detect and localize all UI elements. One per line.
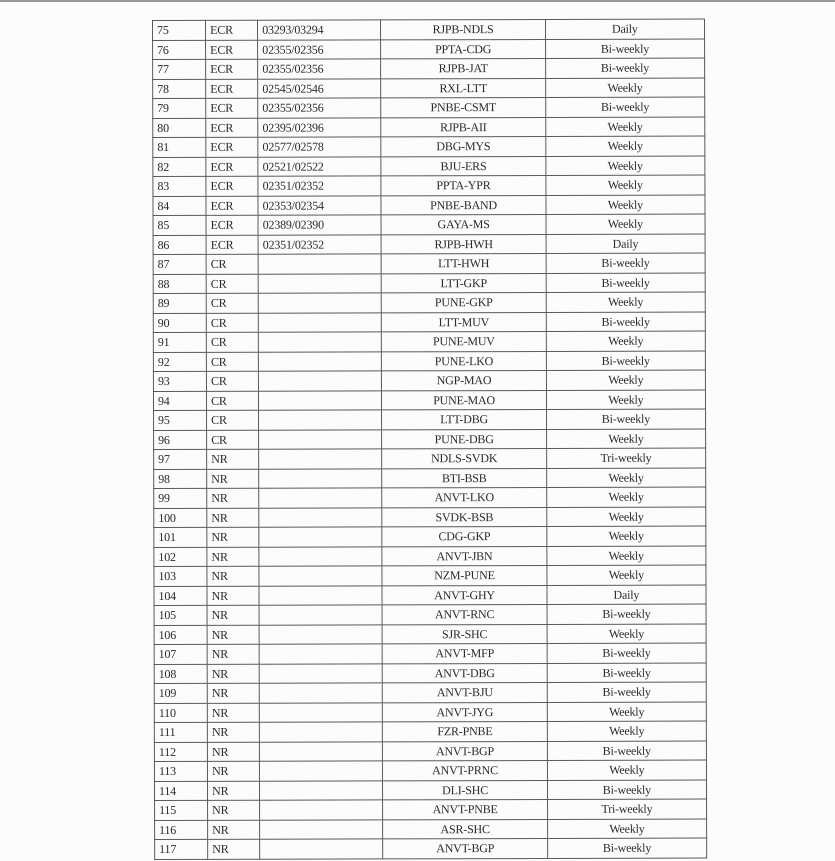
frequency-cell: Daily	[547, 585, 706, 605]
serial-number-cell: 86	[153, 235, 206, 255]
frequency-cell: Weekly	[546, 136, 705, 156]
train-number-cell	[260, 800, 383, 820]
route-cell: ANVT-DBG	[383, 663, 547, 683]
zone-cell: NR	[207, 722, 259, 742]
serial-number-cell: 97	[154, 449, 207, 469]
serial-number-cell: 83	[153, 176, 206, 196]
frequency-cell: Bi-weekly	[547, 780, 706, 800]
table-row	[154, 565, 706, 586]
table-row	[153, 370, 705, 391]
train-number-cell: 02389/02390	[258, 215, 381, 235]
train-number-cell: 02355/02356	[258, 39, 381, 59]
serial-number-cell: 101	[154, 527, 207, 547]
table-row	[154, 487, 706, 508]
zone-cell: NR	[207, 625, 259, 645]
serial-number-cell: 116	[155, 820, 208, 840]
frequency-cell: Weekly	[546, 487, 705, 507]
frequency-cell: Bi-weekly	[547, 604, 706, 624]
serial-number-cell: 112	[154, 742, 207, 762]
frequency-cell: Tri-weekly	[547, 799, 706, 819]
serial-number-cell: 88	[153, 274, 206, 294]
serial-number-cell: 104	[154, 586, 207, 606]
route-cell: RXL-LTT	[381, 78, 545, 98]
zone-cell: NR	[207, 605, 259, 625]
table-row	[153, 390, 705, 411]
serial-number-cell: 111	[154, 722, 207, 742]
zone-cell: CR	[206, 352, 258, 372]
table-row	[154, 721, 706, 742]
serial-number-cell: 85	[153, 215, 206, 235]
route-cell: PUNE-MUV	[382, 331, 546, 351]
zone-cell: NR	[207, 683, 259, 703]
train-number-cell	[259, 702, 382, 722]
table-row	[154, 448, 706, 469]
serial-number-cell: 81	[153, 137, 206, 157]
train-number-cell: 03293/03294	[258, 20, 381, 40]
train-number-cell: 02395/02396	[258, 117, 381, 137]
frequency-cell: Weekly	[547, 526, 706, 546]
zone-cell: ECR	[206, 20, 258, 40]
route-cell: ANVT-JYG	[383, 702, 547, 722]
table-row	[154, 507, 706, 528]
train-number-cell	[258, 312, 381, 332]
zone-cell: NR	[207, 488, 259, 508]
serial-number-cell: 93	[153, 371, 206, 391]
zone-cell: NR	[207, 469, 259, 489]
table-row	[154, 760, 706, 781]
table-row	[153, 253, 705, 274]
table-row	[155, 799, 707, 820]
serial-number-cell: 106	[154, 625, 207, 645]
zone-cell: NR	[207, 586, 259, 606]
route-cell: PUNE-GKP	[382, 292, 546, 312]
table-row	[154, 526, 706, 547]
train-number-cell	[259, 644, 382, 664]
table-row	[153, 312, 705, 333]
zone-cell: ECR	[206, 157, 258, 177]
route-cell: ANVT-BGP	[383, 741, 547, 761]
table-row	[154, 663, 706, 684]
train-number-cell	[260, 741, 383, 761]
train-number-cell	[259, 332, 382, 352]
table-row	[153, 117, 705, 138]
route-cell: ASR-SHC	[383, 819, 547, 839]
route-cell: PPTA-YPR	[381, 175, 545, 195]
serial-number-cell: 114	[154, 781, 207, 801]
zone-cell: ECR	[206, 137, 258, 157]
zone-cell: CR	[207, 391, 259, 411]
table-row	[154, 585, 706, 606]
zone-cell: NR	[207, 527, 259, 547]
frequency-cell: Weekly	[546, 195, 705, 215]
route-cell: CDG-GKP	[382, 526, 546, 546]
train-number-cell: 02355/02356	[258, 98, 381, 118]
serial-number-cell: 107	[154, 644, 207, 664]
special-trains-table	[152, 19, 707, 860]
serial-number-cell: 84	[153, 196, 206, 216]
train-number-cell	[259, 624, 382, 644]
route-cell: NGP-MAO	[382, 370, 546, 390]
table-row	[153, 234, 705, 255]
frequency-cell: Bi-weekly	[547, 741, 706, 761]
zone-cell: NR	[207, 566, 259, 586]
serial-number-cell: 82	[153, 157, 206, 177]
route-cell: RJPB-AII	[381, 117, 545, 137]
train-number-cell	[259, 527, 382, 547]
zone-cell: NR	[207, 644, 259, 664]
frequency-cell: Daily	[546, 234, 705, 254]
serial-number-cell: 98	[154, 469, 207, 489]
table-row	[155, 819, 707, 840]
zone-cell: ECR	[206, 79, 258, 99]
route-cell: ANVT-MFP	[383, 643, 547, 663]
table-row	[153, 97, 705, 118]
zone-cell: NR	[208, 781, 260, 801]
table-row	[155, 838, 707, 859]
frequency-cell: Weekly	[547, 721, 706, 741]
serial-number-cell: 108	[154, 664, 207, 684]
table-row	[154, 682, 706, 703]
train-number-cell: 02351/02352	[258, 234, 381, 254]
frequency-cell: Bi-weekly	[547, 682, 706, 702]
train-number-cell: 02577/02578	[258, 137, 381, 157]
route-cell: RJPB-NDLS	[381, 19, 545, 39]
table-row	[154, 702, 706, 723]
route-cell: ANVT-PRNC	[383, 760, 547, 780]
train-number-cell	[259, 488, 382, 508]
train-number-cell	[260, 819, 383, 839]
route-cell: LTT-HWH	[382, 253, 546, 273]
route-cell: ANVT-LKO	[382, 487, 546, 507]
train-number-cell	[259, 371, 382, 391]
serial-number-cell: 115	[155, 800, 208, 820]
frequency-cell: Weekly	[547, 819, 706, 839]
table-row	[154, 468, 706, 489]
serial-number-cell: 77	[153, 59, 206, 79]
frequency-cell: Weekly	[546, 390, 705, 410]
serial-number-cell: 110	[154, 703, 207, 723]
frequency-cell: Weekly	[546, 507, 705, 527]
frequency-cell: Tri-weekly	[546, 448, 705, 468]
zone-cell: NR	[207, 547, 259, 567]
frequency-cell: Bi-weekly	[546, 351, 705, 371]
frequency-cell: Weekly	[546, 331, 705, 351]
train-number-cell: 02545/02546	[258, 78, 381, 98]
frequency-cell: Bi-weekly	[547, 838, 706, 858]
route-cell: ANVT-RNC	[382, 604, 546, 624]
frequency-cell: Weekly	[546, 292, 705, 312]
serial-number-cell: 91	[153, 332, 206, 352]
route-cell: NZM-PUNE	[382, 565, 546, 585]
frequency-cell: Bi-weekly	[547, 663, 706, 683]
frequency-cell: Weekly	[545, 117, 704, 137]
frequency-cell: Weekly	[546, 468, 705, 488]
zone-cell: CR	[206, 254, 258, 274]
table-row	[153, 19, 705, 40]
zone-cell: CR	[206, 313, 258, 333]
serial-number-cell: 94	[153, 391, 206, 411]
zone-cell: CR	[206, 332, 258, 352]
table-row	[154, 780, 706, 801]
zone-cell: NR	[208, 761, 260, 781]
frequency-cell: Weekly	[546, 214, 705, 234]
route-cell: FZR-PNBE	[383, 721, 547, 741]
serial-number-cell: 75	[153, 20, 206, 40]
route-cell: SVDK-BSB	[382, 507, 546, 527]
route-cell: ANVT-GHY	[382, 585, 546, 605]
zone-cell: NR	[207, 742, 259, 762]
table-row	[154, 429, 706, 450]
train-number-cell	[260, 780, 383, 800]
train-number-cell	[260, 839, 383, 859]
frequency-cell: Bi-weekly	[545, 39, 704, 59]
table-row	[153, 351, 705, 372]
serial-number-cell: 95	[154, 410, 207, 430]
table-row	[153, 78, 705, 99]
route-cell: NDLS-SVDK	[382, 448, 546, 468]
zone-cell: NR	[207, 508, 259, 528]
train-number-cell	[259, 605, 382, 625]
serial-number-cell: 96	[154, 430, 207, 450]
zone-cell: NR	[208, 820, 260, 840]
train-number-cell	[258, 254, 381, 274]
frequency-cell: Weekly	[545, 78, 704, 98]
train-number-cell: 02353/02354	[258, 195, 381, 215]
zone-cell: ECR	[206, 118, 258, 138]
serial-number-cell: 78	[153, 79, 206, 99]
train-number-cell	[259, 507, 382, 527]
frequency-cell: Weekly	[546, 370, 705, 390]
table-row	[154, 624, 706, 645]
train-number-cell	[260, 722, 383, 742]
frequency-cell: Bi-weekly	[545, 58, 704, 78]
train-number-cell	[258, 293, 381, 313]
train-number-cell	[259, 351, 382, 371]
table-row	[154, 546, 706, 567]
zone-cell: NR	[208, 800, 260, 820]
route-cell: SJR-SHC	[382, 624, 546, 644]
frequency-cell: Weekly	[546, 429, 705, 449]
route-cell: BTI-BSB	[382, 468, 546, 488]
serial-number-cell: 100	[154, 508, 207, 528]
zone-cell: ECR	[206, 235, 258, 255]
frequency-cell: Bi-weekly	[546, 253, 705, 273]
zone-cell: ECR	[206, 196, 258, 216]
zone-cell: CR	[206, 293, 258, 313]
table-row	[153, 331, 705, 352]
table-row	[153, 214, 705, 235]
frequency-cell: Weekly	[547, 624, 706, 644]
route-cell: PUNE-MAO	[382, 390, 546, 410]
serial-number-cell: 117	[155, 839, 208, 859]
route-cell: PNBE-CSMT	[381, 97, 545, 117]
table-row	[153, 273, 705, 294]
frequency-cell: Daily	[545, 19, 704, 39]
serial-number-cell: 87	[153, 254, 206, 274]
frequency-cell: Weekly	[547, 546, 706, 566]
zone-cell: ECR	[206, 176, 258, 196]
zone-cell: CR	[207, 371, 259, 391]
table-row	[153, 195, 705, 216]
train-number-cell: 02351/02352	[258, 176, 381, 196]
route-cell: BJU-ERS	[381, 156, 545, 176]
route-cell: DLI-SHC	[383, 780, 547, 800]
route-cell: PNBE-BAND	[381, 195, 545, 215]
route-cell: PUNE-DBG	[382, 429, 546, 449]
route-cell: GAYA-MS	[381, 214, 545, 234]
table-row	[153, 292, 705, 313]
table-row	[153, 156, 705, 177]
zone-cell: CR	[206, 274, 258, 294]
table-body	[153, 19, 707, 859]
table-row	[153, 136, 705, 157]
frequency-cell: Weekly	[547, 565, 706, 585]
zone-cell: ECR	[206, 215, 258, 235]
train-number-cell	[259, 663, 382, 683]
zone-cell: NR	[208, 839, 260, 859]
frequency-cell: Bi-weekly	[547, 643, 706, 663]
route-cell: ANVT-BJU	[383, 682, 547, 702]
zone-cell: NR	[207, 664, 259, 684]
train-number-cell: 02521/02522	[258, 156, 381, 176]
serial-number-cell: 105	[154, 605, 207, 625]
zone-cell: CR	[207, 410, 259, 430]
route-cell: ANVT-PNBE	[383, 799, 547, 819]
table-row	[153, 175, 705, 196]
zone-cell: CR	[207, 430, 259, 450]
zone-cell: NR	[207, 449, 259, 469]
zone-cell: ECR	[206, 59, 258, 79]
route-cell: PUNE-LKO	[382, 351, 546, 371]
zone-cell: NR	[207, 703, 259, 723]
train-number-cell	[259, 449, 382, 469]
serial-number-cell: 113	[154, 761, 207, 781]
train-number-cell	[259, 390, 382, 410]
table-row	[154, 643, 706, 664]
serial-number-cell: 109	[154, 683, 207, 703]
serial-number-cell: 80	[153, 118, 206, 138]
table-row	[153, 58, 705, 79]
train-number-cell	[259, 683, 382, 703]
serial-number-cell: 90	[153, 313, 206, 333]
route-cell: ANVT-JBN	[382, 546, 546, 566]
train-number-cell	[259, 546, 382, 566]
zone-cell: ECR	[206, 98, 258, 118]
scanned-page	[0, 2, 835, 861]
frequency-cell: Bi-weekly	[546, 409, 705, 429]
train-number-cell	[259, 410, 382, 430]
table-row	[153, 39, 705, 60]
route-cell: RJPB-HWH	[381, 234, 545, 254]
route-cell: LTT-DBG	[382, 409, 546, 429]
route-cell: DBG-MYS	[381, 136, 545, 156]
serial-number-cell: 103	[154, 566, 207, 586]
frequency-cell: Weekly	[546, 156, 705, 176]
route-cell: PPTA-CDG	[381, 39, 545, 59]
serial-number-cell: 79	[153, 98, 206, 118]
route-cell: LTT-MUV	[382, 312, 546, 332]
serial-number-cell: 102	[154, 547, 207, 567]
table-row	[154, 741, 706, 762]
zone-cell: ECR	[206, 40, 258, 60]
train-number-cell	[259, 429, 382, 449]
frequency-cell: Bi-weekly	[545, 97, 704, 117]
serial-number-cell: 99	[154, 488, 207, 508]
train-number-cell	[260, 761, 383, 781]
train-number-cell	[259, 468, 382, 488]
table-row	[154, 604, 706, 625]
serial-number-cell: 92	[153, 352, 206, 372]
table-row	[154, 409, 706, 430]
frequency-cell: Weekly	[547, 760, 706, 780]
frequency-cell: Bi-weekly	[546, 312, 705, 332]
route-cell: RJPB-JAT	[381, 58, 545, 78]
frequency-cell: Weekly	[547, 702, 706, 722]
train-number-cell	[259, 585, 382, 605]
train-number-cell: 02355/02356	[258, 59, 381, 79]
train-number-cell	[259, 566, 382, 586]
train-number-cell	[258, 273, 381, 293]
route-cell: ANVT-BGP	[383, 838, 547, 858]
serial-number-cell: 76	[153, 40, 206, 60]
serial-number-cell: 89	[153, 293, 206, 313]
frequency-cell: Weekly	[546, 175, 705, 195]
frequency-cell: Bi-weekly	[546, 273, 705, 293]
route-cell: LTT-GKP	[382, 273, 546, 293]
